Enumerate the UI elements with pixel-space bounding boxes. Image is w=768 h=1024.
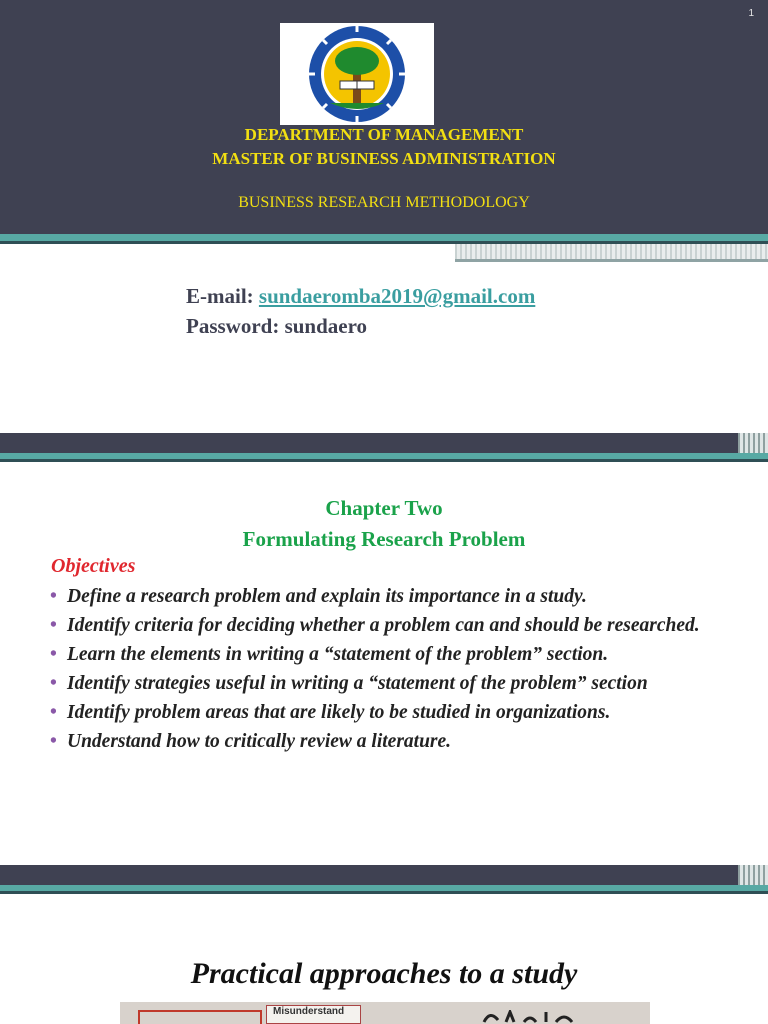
email-link[interactable]: sundaeromba2019@gmail.com (258, 284, 536, 308)
practical-slide (0, 865, 768, 1024)
objective-text: Learn the elements in writing a “statement of the problem” section. (67, 644, 609, 665)
list-item (50, 613, 724, 639)
slide-top-bar (0, 865, 768, 885)
bullet-icon: • (50, 731, 57, 752)
department-name: DEPARTMENT OF MANAGEMENT (244, 125, 524, 144)
bullet-icon: • (50, 644, 57, 665)
objective-text: Understand how to critically review a literature. (67, 731, 452, 752)
list-item (50, 700, 724, 726)
sticky-note: Misunderstand (266, 1005, 361, 1024)
list-item (50, 729, 724, 755)
college-seal-icon (280, 23, 434, 125)
objective-text: Identify criteria for deciding whether a problem can and should be researched. (67, 615, 700, 636)
top-dark-stripe (0, 459, 768, 462)
header-accent-stripe (0, 234, 768, 241)
bullet-icon: • (50, 673, 57, 694)
chapter-title: Chapter Two (325, 496, 443, 520)
objective-text: Define a research problem and explain its importance in a study. (67, 586, 587, 607)
objectives-slide (0, 433, 768, 833)
page-number: 1 (748, 8, 754, 19)
slide-title: Practical approaches to a study (190, 957, 578, 990)
bullet-icon: • (50, 586, 57, 607)
list-item (50, 671, 724, 697)
list-item (50, 642, 724, 668)
header-hatch-base (455, 259, 768, 262)
chapter-subtitle: Formulating Research Problem (242, 527, 526, 551)
objectives-heading: Objectives (51, 555, 136, 577)
top-bar-hatch (738, 433, 768, 455)
program-name: MASTER OF BUSINESS ADMINISTRATION (212, 149, 556, 168)
top-dark-stripe (0, 891, 768, 894)
college-logo (280, 23, 434, 125)
slide-top-bar (0, 433, 768, 453)
sketch-frame (138, 1010, 262, 1024)
title-slide (0, 0, 768, 420)
top-bar-hatch (738, 865, 768, 887)
objective-text: Identify strategies useful in writing a “statement of the problem” section (67, 673, 648, 694)
bullet-icon: • (50, 702, 57, 723)
course-name: BUSINESS RESEARCH METHODOLOGY (238, 194, 530, 211)
email-row (186, 284, 535, 309)
objective-text: Identify problem areas that are likely to be studied in organizations. (67, 702, 611, 723)
list-item (50, 584, 724, 610)
bullet-icon: • (50, 615, 57, 636)
whiteboard-photo (120, 1002, 650, 1024)
handwriting-icon (480, 1010, 590, 1024)
objectives-list (50, 584, 724, 758)
password-row: Password: sundaero (186, 314, 368, 338)
email-label: E-mail: (186, 284, 259, 308)
